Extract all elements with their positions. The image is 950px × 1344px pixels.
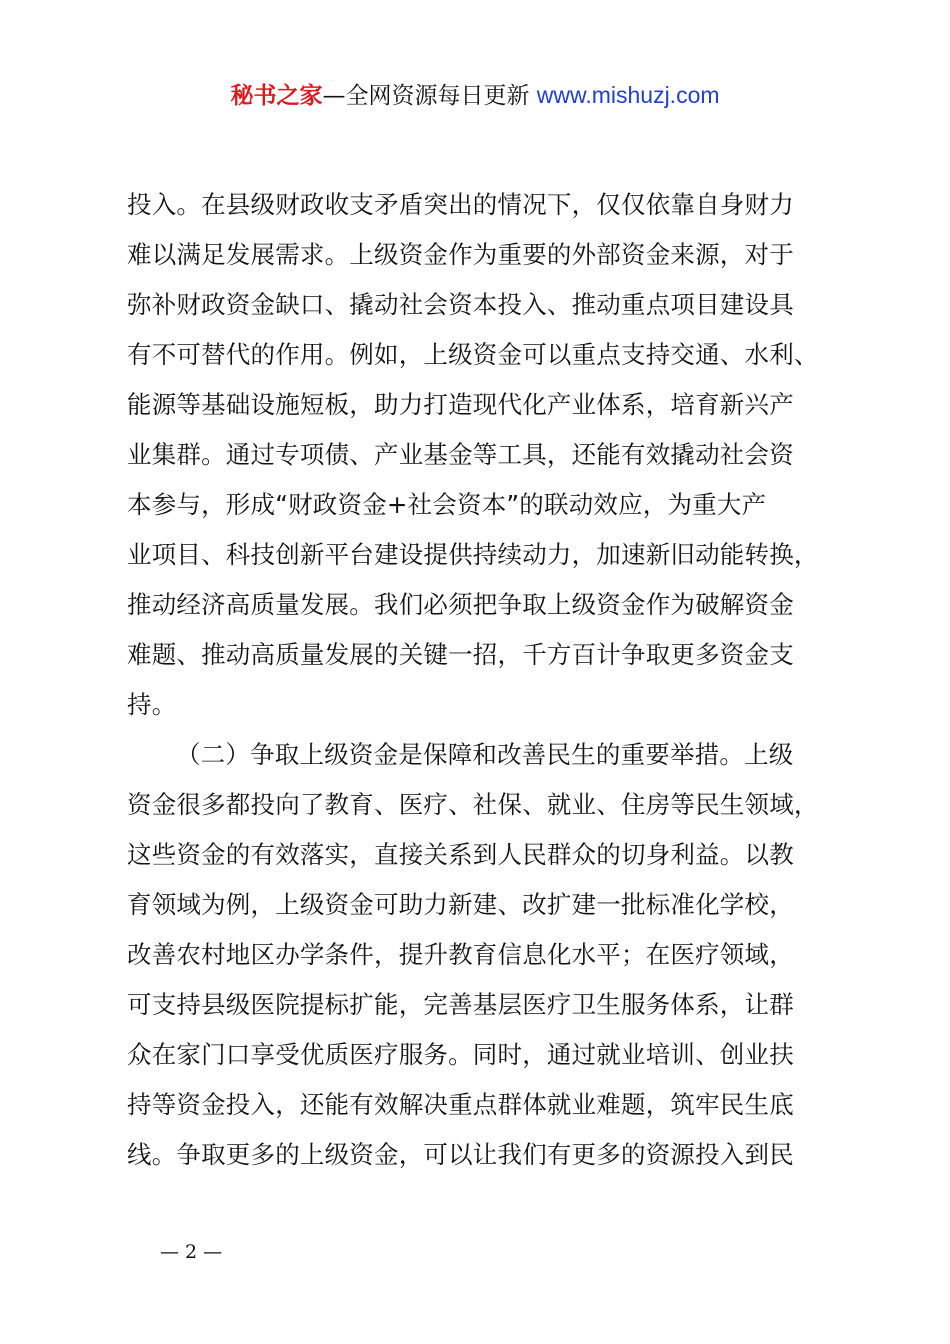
page-number: — 2 — xyxy=(160,1241,223,1263)
text-line: 改善农村地区办学条件，提升教育信息化水平；在医疗领域， xyxy=(127,940,794,969)
site-header xyxy=(0,78,950,113)
brand-name: 秘书之家 xyxy=(230,83,323,109)
text-line: 资金很多都投向了教育、医疗、社保、就业、住房等民生领域， xyxy=(127,790,819,819)
text-line: 本参与，形成“财政资金+社会资本”的联动效应，为重大产 xyxy=(127,490,767,519)
header-tagline: 全网资源每日更新 xyxy=(345,83,530,109)
text-line: 弥补财政资金缺口、撬动社会资本投入、推动重点项目建设具 xyxy=(127,290,794,319)
document-body xyxy=(127,180,837,1180)
text-line: 难以满足发展需求。上级资金作为重要的外部资金来源，对于 xyxy=(127,240,794,269)
text-line: 投入。在县级财政收支矛盾突出的情况下，仅仅依靠自身财力 xyxy=(127,190,794,219)
text-line: 持。 xyxy=(127,690,177,719)
text-line: 难题、推动高质量发展的关键一招，千方百计争取更多资金支 xyxy=(127,640,794,669)
text-line: 众在家门口享受优质医疗服务。同时，通过就业培训、创业扶 xyxy=(127,1040,794,1069)
text-line: 有不可替代的作用。例如，上级资金可以重点支持交通、水利、 xyxy=(127,340,819,369)
text-line: 这些资金的有效落实，直接关系到人民群众的切身利益。以教 xyxy=(127,840,794,869)
text-line: 业项目、科技创新平台建设提供持续动力，加速新旧动能转换， xyxy=(127,540,819,569)
text-line: 线。争取更多的上级资金，可以让我们有更多的资源投入到民 xyxy=(127,1140,794,1169)
text-line: 持等资金投入，还能有效解决重点群体就业难题，筑牢民生底 xyxy=(127,1090,794,1119)
text-line: 能源等基础设施短板，助力打造现代化产业体系，培育新兴产 xyxy=(127,390,794,419)
site-url-link[interactable]: www.mishuzj.com xyxy=(536,82,720,108)
section-heading-line: （二）争取上级资金是保障和改善民生的重要举措。上级 xyxy=(176,740,794,769)
header-dash: — xyxy=(322,83,346,109)
text-line: 可支持县级医院提标扩能，完善基层医疗卫生服务体系，让群 xyxy=(127,990,794,1019)
text-line: 业集群。通过专项债、产业基金等工具，还能有效撬动社会资 xyxy=(127,440,794,469)
text-line: 推动经济高质量发展。我们必须把争取上级资金作为破解资金 xyxy=(127,590,794,619)
text-line: 育领域为例，上级资金可助力新建、改扩建一批标准化学校， xyxy=(127,890,794,919)
